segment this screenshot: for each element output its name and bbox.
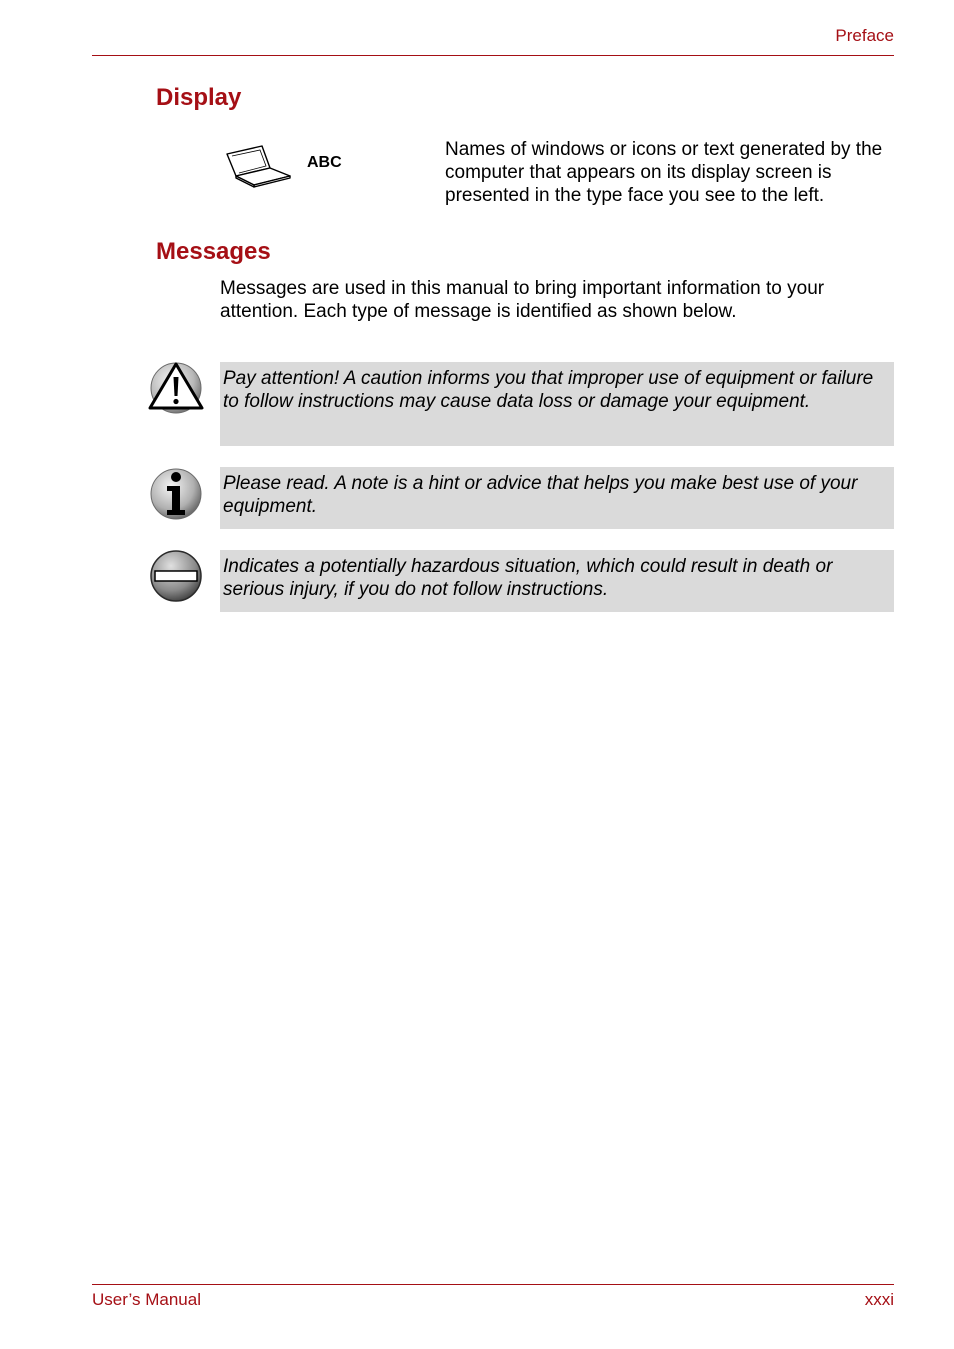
caution-triangle-icon	[148, 360, 204, 416]
messages-intro: Messages are used in this manual to bring important information to your attention. Each type of message is identified as shown below.	[220, 278, 825, 322]
no-entry-warning-icon	[148, 548, 204, 604]
display-heading: Display	[156, 84, 242, 111]
header-rule	[92, 55, 894, 56]
warning-message: Indicates a potentially hazardous situation, which could result in death or serious injury, if you do not follow instructions.	[220, 550, 894, 612]
display-sample-text: ABC	[307, 154, 342, 171]
laptop-icon	[224, 140, 294, 190]
footer-rule	[92, 1284, 894, 1285]
caution-message: Pay attention! A caution informs you that improper use of equipment or failure to follow instructions may cause data loss or damage your equipment.	[220, 362, 894, 446]
display-description: Names of windows or icons or text generated by the computer that appears on its display screen is presented in the type face you see to the left.	[445, 139, 883, 206]
header-section-label: Preface	[835, 26, 894, 45]
footer-manual-title: User’s Manual	[92, 1290, 201, 1309]
messages-heading: Messages	[156, 238, 271, 265]
note-message: Please read. A note is a hint or advice that helps you make best use of your equipment.	[220, 467, 894, 529]
page-number: xxxi	[864, 1290, 894, 1309]
info-icon	[148, 466, 204, 522]
